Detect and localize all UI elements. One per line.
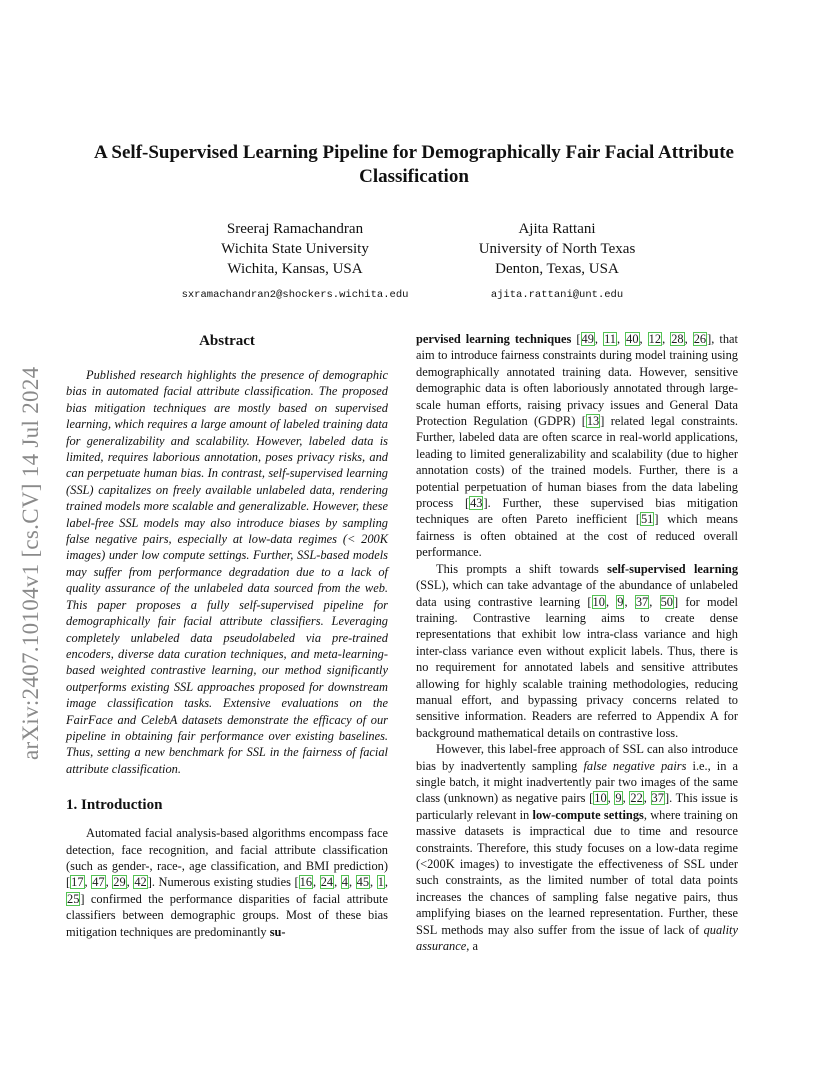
citation-link[interactable]: 11 [604,332,616,346]
citation-link[interactable]: 28 [671,332,684,346]
citation-link[interactable]: 29 [113,875,126,890]
author-location: Wichita, Kansas, USA [227,261,363,277]
citation-link[interactable]: 37 [635,594,649,609]
citation-link[interactable]: 12 [648,332,662,346]
intro-paragraph-1: Automated facial analysis-based algorithms encompass face detection, face recognition, and facial attribute classification (such as gender-, race-, age classification, and BMI prediction) [17, 47, 29, 42]. Numerous existing studies [16, 24, 4, 45, 1, 25] confirmed the performance disparities of facial attribute classifiers between demographic groups. Most of these bias mitigation techniques are predominantly su- [66,826,389,939]
citation-link[interactable]: 22 [630,791,643,806]
author-block-2 [407,219,707,305]
citation-link[interactable]: 26 [693,332,707,346]
bold-term: low-compute settings [532,807,644,822]
citation-link[interactable]: 45 [356,875,370,890]
citation-link[interactable]: 4 [341,875,348,890]
citation-link[interactable]: 51 [640,512,654,527]
abstract-heading: Abstract [199,333,255,349]
left-column [66,331,388,940]
intro-paragraph-3: However, this label-free approach of SSL can also introduce bias by inadvertently sampling false negative pairs i.e., in a single batch, it might inadvertently pair two images of the same class (unknown) as negative pairs [10, 9, 22, 37]. This issue is particularly relevant in low-compute settings, where training on massive datasets is impractical due to time and resource constraints. Therefore, this study focuses on a low-data regime (<200K images) to investigate the effectiveness of SSL under such constraints, as the limited number of total data points increases the chances of sampling false negative pairs, thus amplifying biases on the learned representation. Further, these SSL methods may also suffer from the issue of lack of quality assurance, a [416,742,739,954]
bold-term: su- [269,924,286,939]
author-email[interactable]: ajita.rattani@unt.edu [490,289,624,301]
author-affiliation: University of North Texas [478,241,636,257]
paper-title: A Self-Supervised Learning Pipeline for Demographically Fair Facial Attribute Classification [94,142,734,187]
citation-link[interactable]: 43 [470,496,483,511]
author-block-1 [145,219,445,305]
right-column [416,331,738,954]
author-affiliation: Wichita State University [221,241,369,257]
citation-link[interactable]: 47 [92,875,105,890]
author-email[interactable]: sxramachandran2@shockers.wichita.edu [181,289,409,301]
arxiv-stamp: arXiv:2407.10104v1 [cs.CV] 14 Jul 2024 [18,366,43,760]
bold-term-continued: pervised learning techniques [416,332,572,346]
citation-link[interactable]: 49 [581,332,594,346]
citation-link[interactable]: 24 [320,875,334,890]
citation-link[interactable]: 17 [71,875,84,890]
author-name: Ajita Rattani [518,221,596,237]
citation-link[interactable]: 10 [592,594,605,609]
section-heading-introduction: 1. Introduction [66,797,163,814]
citation-link[interactable]: 50 [660,594,673,609]
abstract-text: Published research highlights the presence of demographic bias in automated facial attribute classification. The proposed bias mitigation techniques are mostly based on supervised learning, which requires a large amount of labeled training data for generalizability and scalability. However, labeled data is limited, requires laborious annotation, poses privacy risks, and can perpetuate human bias. In contrast, self-supervised learning (SSL) capitalizes on freely available unlabeled data, rendering trained models more scalable and generalizable. However, these label-free SSL models may also introduce biases by sampling false negative pairs, especially at low-data regimes (< 200K images) under low compute settings. Further, SSL-based models may suffer from performance degradation due to a lack of quality assurance of the unlabeled data sourced from the web. This paper proposes a fully self-supervised pipeline for demographically fair facial attribute classifiers. Leveraging completely unlabeled data pseudolabeled via pre-trained encoders, diverse data curation techniques, and meta-learning-based weighted contrastive learning, our method significantly outperforms existing SSL approaches proposed for downstream image classification tasks. Extensive evaluations on the FairFace and CelebA datasets demonstrate the efficacy of our pipeline in obtaining fair performance over existing baselines. Thus, setting a new benchmark for SSL in the fairness of facial attribute classification. [66,368,388,776]
citation-link[interactable]: 25 [67,891,80,906]
author-location: Denton, Texas, USA [495,261,619,277]
citation-link[interactable]: 40 [626,332,639,346]
intro-paragraph-2: This prompts a shift towards self-supervised learning (SSL), which can take advantage of the abundance of unlabeled data using contrastive learning [10, 9, 37, 50] for model training. Contrastive learning aims to create dense representations that exhibit low intra-class variance and high inter-class variance even without explicit labels. Thus, there is no requirement for annotated labels and sensitive attributes allowing for highly scalable training methodologies, reducing manual effort, and bypassing privacy concerns related to sensitive information. Readers are referred to Appendix A for background mathematical details on contrastive loss. [416,561,739,740]
citation-link[interactable]: 9 [615,791,622,806]
citation-link[interactable]: 9 [617,594,624,609]
bold-term: self-supervised learning [607,561,739,576]
intro-paragraph-1-continued: pervised learning techniques [49, 11, 40, 12, 28, 26], that aim to introduce fairness constraints during model training using demographically annotated training data. However, sensitive demographic data is often laboriously annotated through large-scale human efforts, raising privacy issues and General Data Protection Regulation (GDPR) [13] related legal constraints. Further, labeled data are often scarce in real-world applications, leading to limited generalizability and scalability (due to higher annotation costs) of the trained models. Further, there is a potential perpetuation of human biases from the data labeling process [43]. Further, these supervised bias mitigation techniques are often Pareto inefficient [51] which means fairness is often obtained at the cost of reduced overall performance. [416,332,738,560]
citation-link[interactable]: 16 [299,875,313,890]
citation-link[interactable]: 42 [134,875,147,890]
citation-link[interactable]: 37 [651,791,664,806]
citation-link[interactable]: 1 [377,875,384,890]
citation-link[interactable]: 10 [594,791,607,806]
author-name: Sreeraj Ramachandran [226,221,364,237]
citation-link[interactable]: 13 [586,414,600,429]
italic-term: false negative pairs [583,758,687,773]
italic-term: quality assurance [416,922,738,954]
